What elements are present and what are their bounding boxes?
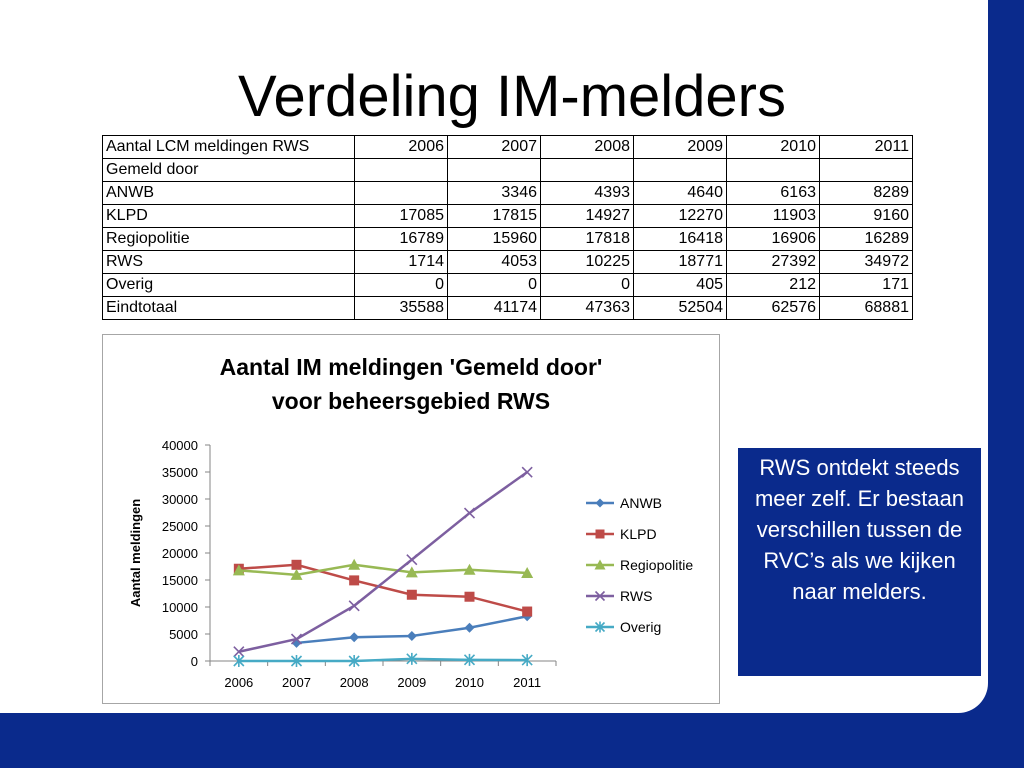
x-tick-label: 2011 <box>513 675 542 690</box>
legend-label-klpd: KLPD <box>620 526 657 542</box>
data-point-rws <box>407 555 417 565</box>
table-row-label: Gemeld door <box>103 159 355 182</box>
table-cell: 35588 <box>355 297 448 320</box>
table-cell: 15960 <box>448 228 541 251</box>
table-cell <box>355 159 448 182</box>
table-cell: 3346 <box>448 182 541 205</box>
table-cell: 9160 <box>820 205 913 228</box>
table-cell: 27392 <box>727 251 820 274</box>
table-cell: 16289 <box>820 228 913 251</box>
table-row <box>103 205 913 228</box>
y-tick-label: 5000 <box>169 627 198 642</box>
chart-title: voor beheersgebied RWS <box>271 388 551 414</box>
table-cell: 0 <box>355 274 448 297</box>
x-tick-label: 2006 <box>224 675 254 690</box>
chart-container <box>102 334 720 704</box>
table-cell: 0 <box>541 274 634 297</box>
table-cell <box>727 159 820 182</box>
table-cell <box>448 159 541 182</box>
table-cell: 62576 <box>727 297 820 320</box>
y-tick-label: 10000 <box>161 600 198 615</box>
table-cell: 16418 <box>634 228 727 251</box>
table-cell: 17085 <box>355 205 448 228</box>
data-point-klpd <box>465 592 475 602</box>
table-row <box>103 182 913 205</box>
table-cell: 16789 <box>355 228 448 251</box>
data-point-anwb <box>407 631 417 641</box>
table-row-label: ANWB <box>103 182 355 205</box>
table-cell: 41174 <box>448 297 541 320</box>
table-row-label: KLPD <box>103 205 355 228</box>
y-tick-label: 15000 <box>161 573 198 588</box>
table-cell: 12270 <box>634 205 727 228</box>
legend-marker-anwb <box>596 499 605 508</box>
table-row <box>103 274 913 297</box>
legend-marker-klpd <box>596 530 605 539</box>
table-row-label: Aantal LCM meldingen RWS <box>103 136 355 159</box>
y-tick-label: 30000 <box>161 492 198 507</box>
table-cell: 8289 <box>820 182 913 205</box>
table-cell: 6163 <box>727 182 820 205</box>
data-point-klpd <box>292 560 302 570</box>
x-tick-label: 2010 <box>455 675 484 690</box>
table-cell <box>541 159 634 182</box>
table-cell: 2006 <box>355 136 448 159</box>
table-cell <box>355 182 448 205</box>
table-row-label: Overig <box>103 274 355 297</box>
table-row-label: Eindtotaal <box>103 297 355 320</box>
y-tick-label: 35000 <box>161 465 198 480</box>
slide-title: Verdeling IM-melders <box>238 64 786 129</box>
table-cell <box>634 159 727 182</box>
y-tick-label: 0 <box>190 654 198 669</box>
frame-bottom-bar <box>0 713 1024 768</box>
y-tick-label: 40000 <box>161 438 198 453</box>
y-axis-label: Aantal meldingen <box>128 498 143 608</box>
table-cell: 171 <box>820 274 913 297</box>
callout-box: RWS ontdekt steeds meer zelf. Er bestaan verschillen tussen de RVC’s als we kijken naar melders. <box>738 448 981 676</box>
data-point-rws <box>522 467 532 477</box>
table-row-label: RWS <box>103 251 355 274</box>
table-cell: 47363 <box>541 297 634 320</box>
table-row <box>103 159 913 182</box>
data-point-klpd <box>522 607 532 617</box>
data-point-anwb <box>349 632 359 642</box>
table-row <box>103 228 913 251</box>
table-cell: 212 <box>727 274 820 297</box>
table-cell: 4393 <box>541 182 634 205</box>
y-tick-label: 20000 <box>161 546 198 561</box>
table-cell: 68881 <box>820 297 913 320</box>
table-cell: 34972 <box>820 251 913 274</box>
data-point-klpd <box>349 575 359 585</box>
table-cell: 11903 <box>727 205 820 228</box>
table-cell: 18771 <box>634 251 727 274</box>
table-cell: 2009 <box>634 136 727 159</box>
table-cell: 0 <box>448 274 541 297</box>
series-line-overig <box>239 659 527 661</box>
data-point-klpd <box>407 590 417 600</box>
table-header-row <box>103 136 913 159</box>
table-cell: 14927 <box>541 205 634 228</box>
table-cell: 17818 <box>541 228 634 251</box>
table-row <box>103 251 913 274</box>
data-point-rws <box>349 601 359 611</box>
table-cell: 16906 <box>727 228 820 251</box>
table-cell: 2010 <box>727 136 820 159</box>
table-cell: 10225 <box>541 251 634 274</box>
table-cell: 4053 <box>448 251 541 274</box>
data-point-rws <box>465 508 475 518</box>
x-tick-label: 2007 <box>282 675 311 690</box>
line-chart <box>103 335 719 703</box>
table-cell: 2008 <box>541 136 634 159</box>
table-row <box>103 297 913 320</box>
table-row-label: Regiopolitie <box>103 228 355 251</box>
table-cell: 17815 <box>448 205 541 228</box>
table-cell: 1714 <box>355 251 448 274</box>
legend-label-overig: Overig <box>620 619 662 635</box>
x-tick-label: 2009 <box>397 675 427 690</box>
legend-label-anwb: ANWB <box>620 495 662 511</box>
data-point-anwb <box>465 623 475 633</box>
chart-title: Aantal IM meldingen 'Gemeld door' <box>219 354 603 380</box>
x-tick-label: 2008 <box>339 675 369 690</box>
y-tick-label: 25000 <box>161 519 198 534</box>
table-cell: 52504 <box>634 297 727 320</box>
table-cell: 2011 <box>820 136 913 159</box>
series-line-klpd <box>239 565 527 612</box>
data-table <box>102 135 913 320</box>
legend-label-regiopolitie: Regiopolitie <box>620 557 694 573</box>
table-cell <box>820 159 913 182</box>
table-cell: 2007 <box>448 136 541 159</box>
table-cell: 405 <box>634 274 727 297</box>
legend-label-rws: RWS <box>620 588 653 604</box>
table-cell: 4640 <box>634 182 727 205</box>
